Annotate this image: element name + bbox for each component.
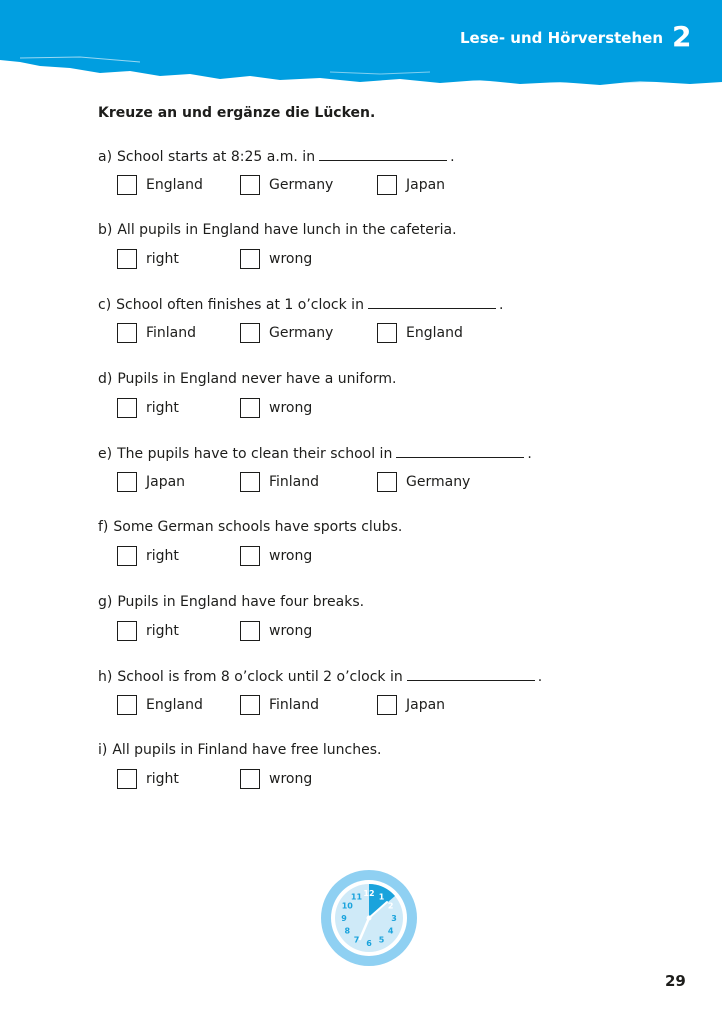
question-text: All pupils in Finland have free lunches. (112, 742, 382, 758)
checkbox[interactable] (240, 695, 260, 715)
option-label: Germany (406, 474, 471, 490)
question-text-end: . (537, 669, 543, 685)
option-label: right (146, 623, 179, 639)
answer-blank[interactable] (407, 668, 535, 681)
question-b (98, 222, 457, 238)
option-label: wrong (269, 548, 313, 564)
checkbox[interactable] (117, 398, 137, 418)
checkbox[interactable] (117, 621, 137, 641)
section-title: Lese- und Hörverstehen (460, 29, 664, 47)
checkbox[interactable] (117, 175, 137, 195)
checkbox[interactable] (377, 695, 397, 715)
checkbox[interactable] (240, 175, 260, 195)
checkbox[interactable] (117, 472, 137, 492)
question-text: All pupils in England have lunch in the cafeteria. (117, 222, 457, 238)
question-a (98, 148, 455, 165)
question-text: School starts at 8:25 a.m. in (117, 149, 316, 165)
clock-numeral: 12 (363, 889, 375, 898)
question-text: Pupils in England have four breaks. (117, 594, 365, 610)
question-text-end: . (450, 149, 455, 165)
checkbox[interactable] (240, 398, 260, 418)
clock-numeral: 3 (391, 914, 397, 923)
clock-icon (320, 869, 418, 967)
instruction-text: Kreuze an und ergänze die Lücken. (98, 105, 376, 121)
checkbox[interactable] (117, 695, 137, 715)
checkbox[interactable] (240, 249, 260, 269)
option-label: Finland (269, 697, 320, 713)
header-banner (0, 0, 722, 100)
question-d (98, 371, 396, 387)
option-label: right (146, 251, 179, 267)
clock-numeral: 8 (344, 926, 351, 936)
checkbox[interactable] (117, 323, 137, 343)
question-prefix: d) (98, 371, 113, 387)
answer-blank[interactable] (319, 148, 447, 161)
answer-blank[interactable] (368, 296, 496, 309)
clock-numeral: 4 (387, 926, 394, 936)
checkbox[interactable] (117, 769, 137, 789)
clock-numeral: 7 (353, 935, 360, 945)
clock-numeral: 1 (378, 892, 385, 902)
option-label: wrong (269, 251, 313, 267)
question-text: School often finishes at 1 o’clock in (116, 297, 364, 313)
section-number: 2 (672, 20, 692, 53)
option-label: wrong (269, 400, 313, 416)
page-number: 29 (665, 972, 686, 990)
checkbox[interactable] (117, 249, 137, 269)
question-prefix: e) (98, 446, 113, 462)
question-h (98, 668, 542, 685)
option-label: Finland (146, 325, 197, 341)
question-prefix: f) (98, 519, 109, 535)
checkbox[interactable] (377, 323, 397, 343)
clock-numeral: 2 (387, 901, 394, 911)
question-text: School is from 8 o’clock until 2 o’clock in (117, 669, 403, 685)
option-label: Finland (269, 474, 320, 490)
clock-numeral: 11 (350, 892, 363, 902)
option-label: Japan (146, 474, 186, 490)
question-prefix: a) (98, 149, 113, 165)
option-label: England (146, 177, 203, 193)
checkbox[interactable] (240, 472, 260, 492)
question-text: Some German schools have sports clubs. (113, 519, 403, 535)
question-text-end: . (527, 446, 532, 462)
clock-numeral: 9 (341, 914, 347, 923)
checkbox[interactable] (377, 472, 397, 492)
question-f (98, 519, 402, 535)
checkbox[interactable] (240, 769, 260, 789)
question-prefix: i) (98, 742, 108, 758)
question-text-end: . (498, 297, 504, 313)
question-prefix: c) (98, 297, 112, 313)
option-label: England (146, 697, 203, 713)
clock-numeral: 10 (341, 901, 353, 911)
question-text: Pupils in England never have a uniform. (117, 371, 397, 387)
checkbox[interactable] (240, 621, 260, 641)
question-text: The pupils have to clean their school in (117, 446, 393, 462)
option-label: England (406, 325, 463, 341)
question-prefix: h) (98, 669, 113, 685)
option-label: right (146, 771, 179, 787)
question-c (98, 296, 503, 313)
question-prefix: b) (98, 222, 113, 238)
question-i (98, 742, 381, 758)
clock-numeral: 5 (378, 935, 385, 945)
option-label: Japan (406, 177, 446, 193)
answer-blank[interactable] (396, 445, 524, 458)
clock-center (367, 916, 372, 921)
checkbox[interactable] (117, 546, 137, 566)
option-label: wrong (269, 771, 313, 787)
option-label: right (146, 400, 179, 416)
option-label: right (146, 548, 179, 564)
clock-numeral: 6 (366, 939, 372, 948)
checkbox[interactable] (377, 175, 397, 195)
question-e (98, 445, 532, 462)
option-label: wrong (269, 623, 313, 639)
question-g (98, 594, 364, 610)
option-label: Germany (269, 325, 334, 341)
option-label: Japan (406, 697, 446, 713)
question-prefix: g) (98, 594, 113, 610)
checkbox[interactable] (240, 323, 260, 343)
option-label: Germany (269, 177, 334, 193)
checkbox[interactable] (240, 546, 260, 566)
